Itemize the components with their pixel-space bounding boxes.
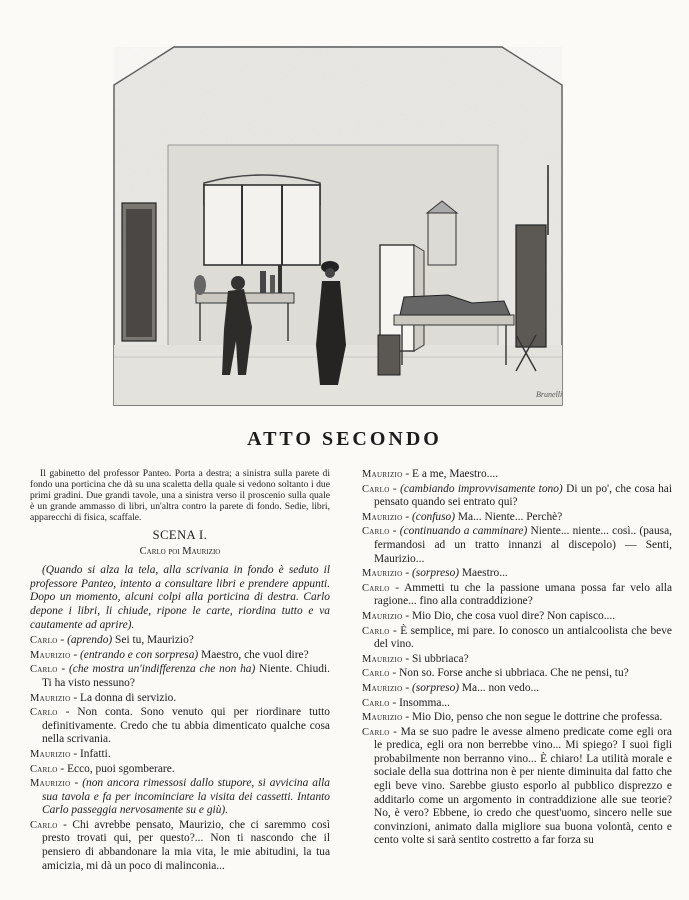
scene-characters: Carlo poi Maurizio — [139, 545, 221, 557]
speech-text: Ma se suo padre le avesse almeno predicate come egli ora le predica, egli ora non berrebbe vino... Mi spiego? I suoi figli probabilmente non berranno vino... È chiaro! La utilità morale e sociale della sua dottrina non è per niente diminuita dal fatto che egli beve vino. Sarebbe giusto esporlo al pubblico disprezzo e additarlo come un argomento in contraddizione alle sue teorie? No, è vero? Ebbene, io credo che quest'uomo, sincero nelle sue convinzioni, animato dalla migliore sua buona volontà, cento e cento volte si sarà sentito costretto a far forza su — [374, 725, 672, 847]
speaker-name: Maurizio — [362, 712, 403, 724]
speech-text: Mio Dio, che cosa vuol dire? Non capisco.... — [412, 609, 616, 622]
dialogue-line: Maurizio - Si ubbriaca? — [362, 652, 469, 665]
dialogue-line: Carlo - Ecco, puoi sgomberare. — [30, 762, 175, 775]
speaker-name: Carlo — [362, 526, 390, 538]
dialogue-line: Carlo - Chi avrebbe pensato, Maurizio, che ci saremmo così presto trovati qui, per questo?... Non ti nascondo che il pensiero di abbandonare la mia vita, le mie abitudini, la tua amicizia, mi dà un poco di malinconia... — [30, 818, 330, 872]
speaker-name: Maurizio — [362, 682, 403, 694]
dialogue-line: Carlo - (continuando a camminare) Niente... niente... così.. (pausa, fermandosi ad un tratto innanzi al discepolo) — Senti, Maurizio... — [362, 525, 673, 565]
dialogue-line: Maurizio - Mio Dio, che cosa vuol dire? Non capisco.... — [362, 609, 616, 622]
stage-note: (entrando e con sorpresa) — [80, 648, 199, 661]
speech-text: E a me, Maestro.... — [412, 468, 499, 480]
speech-text: Mio Dio, penso che non segue le dottrine che professa. — [412, 711, 663, 724]
dialogue-left — [30, 634, 330, 873]
dialogue-line: Maurizio - (confuso) Ma... Niente... Perchè? — [362, 510, 563, 523]
speaker-name: Maurizio — [362, 568, 403, 580]
dialogue-line: Maurizio - Infatti. — [30, 747, 111, 760]
dialogue-line: Maurizio - (sorpreso) Maestro... — [362, 567, 508, 580]
speech-text: Non conta. Sono venuto qui per riordinare tutto definitivamente. Credo che tu abbia dimenticato qualche cosa nella scrivania. — [42, 706, 330, 746]
speaker-name: Carlo — [362, 625, 390, 637]
stage-note: (sorpreso) — [412, 567, 460, 580]
speaker-name: Maurizio — [362, 610, 403, 622]
speech-text: Di un po', che cosa hai pensato quando sei entrato qui? — [374, 482, 672, 509]
speaker-name: Maurizio — [30, 692, 71, 704]
dialogue-line: Carlo - Non so. Forse anche si ubbriaca. Che ne pensi, tu? — [362, 667, 629, 680]
dialogue-line: Carlo - (che mostra un'indifferenza che non ha) Niente. Chiudi. Ti ha visto nessuno? — [30, 663, 330, 689]
speaker-name: Maurizio — [30, 649, 71, 661]
stage-sketch — [112, 45, 564, 407]
speaker-name: Maurizio — [30, 748, 71, 760]
dialogue-line: Carlo - Ma se suo padre le avesse almeno predicate come egli ora le predica, egli ora non berrebbe vino... Mi spiego? I suoi figli probabilmente non berranno vino... È chiaro! La utilità morale e sociale della sua dottrina non è per niente diminuita dal fatto che egli beve vino. Sarebbe giusto esporlo al pubblico disprezzo e additarlo come un argomento in contraddizione alle sue teorie? No, è vero? Ebbene, io credo che quest'uomo, sincero nelle sue convinzioni, animato dalla migliore sua buona volontà, cento e cento volte si sarà sentito costretto a far forza su — [362, 725, 672, 847]
right-column — [362, 468, 672, 849]
dialogue-line: Carlo - Insomma... — [362, 696, 450, 709]
dialogue-line: Carlo - (aprendo) Sei tu, Maurizio? — [30, 634, 194, 647]
speaker-name: Carlo — [362, 668, 390, 680]
artist-signature: Brunelli — [536, 390, 563, 399]
speech-text: Niente... niente... così.. (pausa, fermandosi ad un tratto innanzi al discepolo) — Senti, Maurizio... — [374, 525, 673, 565]
stage-note: (sorpreso) — [412, 681, 460, 694]
speaker-name: Carlo — [30, 819, 58, 831]
stage-note: (che mostra un'indifferenza che non ha) — [69, 663, 256, 676]
speech-text: Niente. Chiudi. Ti ha visto nessuno? — [42, 663, 330, 689]
stage-note: (non ancora rimessosi dallo stupore, si avvicina alla sua tavola e fa per incominciare la visita dei cassetti. Intanto Carlo passeggia nervosamente su e giù). — [42, 777, 330, 817]
stage-note: (confuso) — [412, 510, 456, 523]
speaker-name: Carlo — [362, 582, 390, 594]
speaker-name: Carlo — [362, 483, 390, 495]
speech-text: Maestro... — [459, 567, 508, 580]
speaker-name: Carlo — [362, 726, 390, 738]
dialogue-line: Maurizio - (entrando e con sorpresa) Maestro, che vuol dire? — [30, 648, 309, 661]
speaker-name: Carlo — [30, 635, 58, 647]
speaker-name: Maurizio — [362, 511, 403, 523]
stage-note: (cambiando improvvisamente tono) — [400, 482, 563, 495]
dialogue-line: Maurizio - (sorpreso) Ma... non vedo... — [362, 681, 540, 694]
act-title: ATTO SECONDO — [247, 428, 442, 450]
scene-title: SCENA I. — [152, 528, 208, 542]
stage-note: (continuando a camminare) — [399, 525, 528, 538]
left-column — [30, 468, 330, 874]
speaker-name: Maurizio — [30, 778, 71, 790]
speaker-name: Carlo — [30, 763, 58, 775]
speech-text: Infatti. — [80, 747, 111, 760]
dialogue-line: Carlo - È semplice, mi pare. Io conosco un antialcoolista che beve del vino. — [362, 624, 672, 651]
speaker-name: Maurizio — [362, 469, 403, 480]
stage-illustration — [112, 45, 564, 407]
speech-text: La donna di servizio. — [80, 691, 177, 704]
dialogue-line: Maurizio - E a me, Maestro.... — [362, 468, 499, 480]
speaker-name: Maurizio — [362, 653, 403, 665]
stage-direction: (Quando si alza la tela, alla scrivania in fondo è seduto il professore Panteo, intento a consultare libri e prendere appunti. Dopo un momento, alcuni colpi alla porticina di destra. Carlo depone i libri, li chiude, ripone le carte, riordina tutto e va cautamente ad aprire). — [30, 564, 330, 631]
speech-text: Si ubbriaca? — [412, 652, 469, 665]
speech-text: Ma... Niente... Perchè? — [455, 510, 563, 523]
dialogue-right — [362, 468, 672, 848]
speech-text: Ammetti tu che la passione umana possa far velo alla ragione... fino alla contraddizione? — [374, 581, 672, 608]
speech-text: Maestro, che vuol dire? — [198, 648, 309, 661]
dialogue-line: Maurizio - La donna di servizio. — [30, 691, 177, 704]
speech-text: Ma... non vedo... — [459, 681, 540, 694]
speech-text: Ecco, puoi sgomberare. — [67, 762, 175, 775]
speaker-name: Carlo — [30, 664, 58, 676]
speech-text: È semplice, mi pare. Io conosco un antialcoolista che beve del vino. — [374, 624, 672, 651]
speech-text: Sei tu, Maurizio? — [112, 634, 194, 647]
speech-text: Insomma... — [399, 696, 450, 709]
dialogue-line: Maurizio - Mio Dio, penso che non segue le dottrine che professa. — [362, 711, 663, 724]
speaker-name: Carlo — [362, 697, 390, 709]
speaker-name: Carlo — [30, 707, 58, 719]
speech-text: Chi avrebbe pensato, Maurizio, che ci saremmo così presto trovati qui, per questo?... Non ti nascondo che il pensiero di abbandonare la mia vita, le mie abitudini, la tua amicizia, mi dà un poco di malinconia... — [42, 818, 330, 872]
speech-text: Non so. Forse anche si ubbriaca. Che ne pensi, tu? — [399, 667, 629, 680]
stage-note: (aprendo) — [67, 634, 113, 647]
dialogue-line: Carlo - (cambiando improvvisamente tono) Di un po', che cosa hai pensato quando sei entrato qui? — [362, 482, 672, 509]
dialogue-line: Carlo - Non conta. Sono venuto qui per riordinare tutto definitivamente. Credo che tu abbia dimenticato qualche cosa nella scrivania. — [30, 706, 330, 746]
setting-description: Il gabinetto del professor Panteo. Porta a destra; a sinistra sulla parete di fondo una porticina che dà su una scaletta della quale si vedono soltanto i due primi gradini. Due grandi tavole, una a sinistra verso il proscenio sulla quale è un grande ammasso di libri, un'altra contro la parete di fondo. Sedie, libri, apparecchi di fisica, scaffale. — [30, 468, 330, 523]
dialogue-line: Carlo - Ammetti tu che la passione umana possa far velo alla ragione... fino alla contraddizione? — [362, 581, 672, 608]
dialogue-line: Maurizio - (non ancora rimessosi dallo stupore, si avvicina alla sua tavola e fa per incominciare la visita dei cassetti. Intanto Carlo passeggia nervosamente su e giù). — [30, 777, 330, 817]
